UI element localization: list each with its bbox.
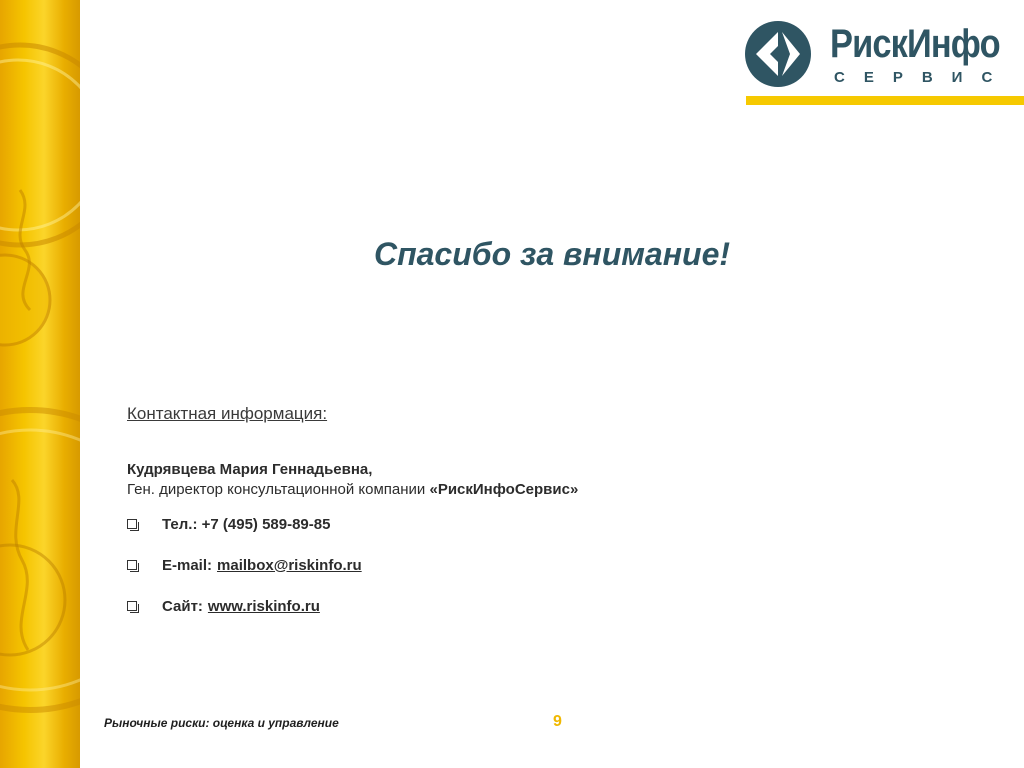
- phone-text: Тел.: +7 (495) 589-89-85: [162, 515, 331, 533]
- contact-person: Кудрявцева Мария Геннадьевна,: [127, 461, 373, 478]
- slide-title: Спасибо за внимание!: [373, 236, 731, 272]
- contact-position: [127, 481, 578, 498]
- logo-underline-bar: [746, 96, 1024, 105]
- company-logo: [744, 18, 1024, 108]
- logo-subtitle: СЕРВИС: [834, 69, 1012, 86]
- logo-name: РискИнфо: [830, 22, 1000, 66]
- contact-item-phone: [127, 514, 578, 534]
- email-link[interactable]: mailbox@riskinfo.ru: [217, 556, 362, 574]
- page-number: 9: [553, 713, 562, 730]
- position-text: Ген. директор консультационной компании: [127, 481, 430, 498]
- contact-item-website: [127, 596, 578, 616]
- square-bullet-icon: [127, 560, 137, 570]
- website-label: Сайт:: [162, 597, 203, 615]
- contact-heading: Контактная информация:: [127, 404, 328, 423]
- company-name: «РискИнфоСервис»: [429, 481, 579, 498]
- contact-list: [127, 514, 578, 616]
- gold-coins-image: [0, 0, 80, 768]
- logo-mark-icon: [744, 20, 812, 88]
- email-label: E-mail:: [162, 556, 213, 574]
- contact-item-email: [127, 555, 578, 575]
- square-bullet-icon: [127, 601, 137, 611]
- contact-block: [127, 404, 578, 637]
- footer-caption: Рыночные риски: оценка и управление: [104, 716, 339, 730]
- website-link[interactable]: www.riskinfo.ru: [207, 597, 320, 615]
- square-bullet-icon: [127, 519, 137, 529]
